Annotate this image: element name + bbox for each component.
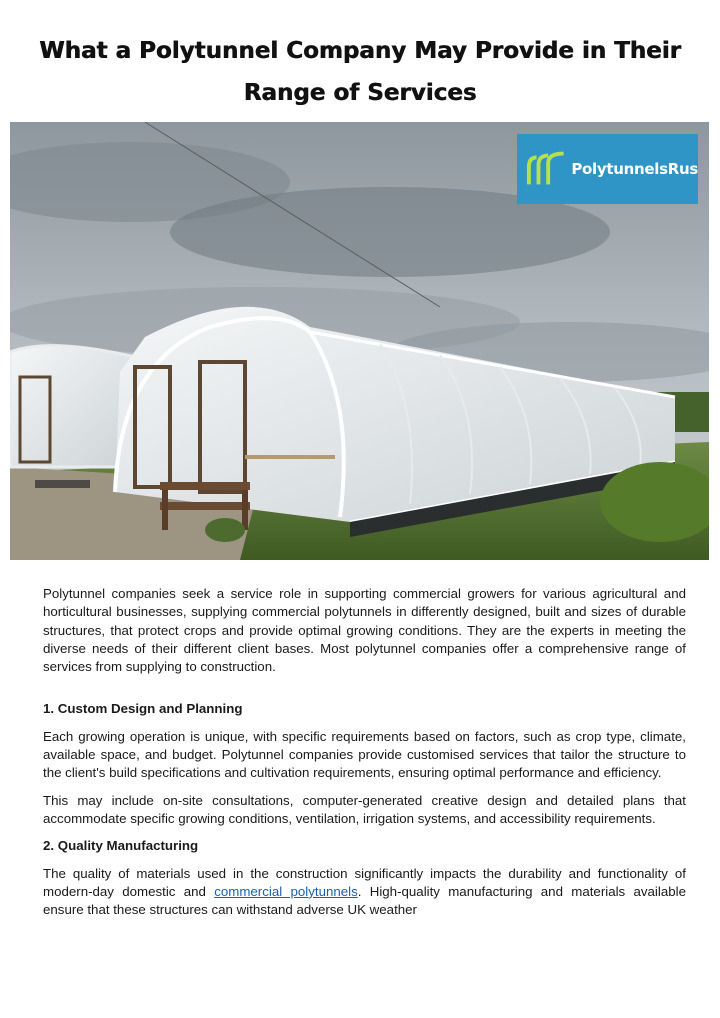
page-title: What a Polytunnel Company May Provide in Their Range of Services [39, 38, 681, 106]
design-paragraph-1: Each growing operation is unique, with specific requirements based on factors, such as crop type, climate, available space, and budget. Polytunnel companies provide customised services that tailor the structure to the client's build specifications and cultivation requirements, ensuring optimal performance and efficiency. [43, 728, 686, 781]
article-body [43, 585, 686, 928]
polytunnel-photo [10, 122, 709, 560]
commercial-polytunnels-link[interactable]: commercial polytunnels [214, 883, 358, 899]
tunnel-arches-icon [525, 149, 569, 189]
section-heading-design: 1. Custom Design and Planning [43, 701, 243, 717]
manufacturing-paragraph [43, 865, 686, 920]
logo-wordmark: PolytunnelsRus [571, 160, 698, 178]
manufacturing-text-start: The quality of materials used in the construction significantly impacts the durability and functionality of modern-day domestic and [43, 865, 686, 899]
polytunnelsrus-logo [517, 134, 698, 204]
design-paragraph-2: This may include on-site consultations, computer-generated creative design and detailed plans that accommodate specific growing conditions, ventilation, irrigation systems, and accessibility requirements. [43, 792, 686, 826]
manufacturing-text-end: . High-quality manufacturing and materials available ensure that these structures can withstand adverse UK weather [43, 883, 686, 918]
intro-paragraph: Polytunnel companies seek a service role in supporting commercial growers for various agricultural and horticultural businesses, supplying commercial polytunnels in differently designed, built and sizes of durable structures, that protect crops and provide optimal growing conditions. They are the experts in meeting the diverse needs of their different client bases. Most polytunnel companies offer a comprehensive range of services from supplying to construction. [43, 586, 686, 675]
section-heading-manufacturing: 2. Quality Manufacturing [43, 838, 199, 854]
